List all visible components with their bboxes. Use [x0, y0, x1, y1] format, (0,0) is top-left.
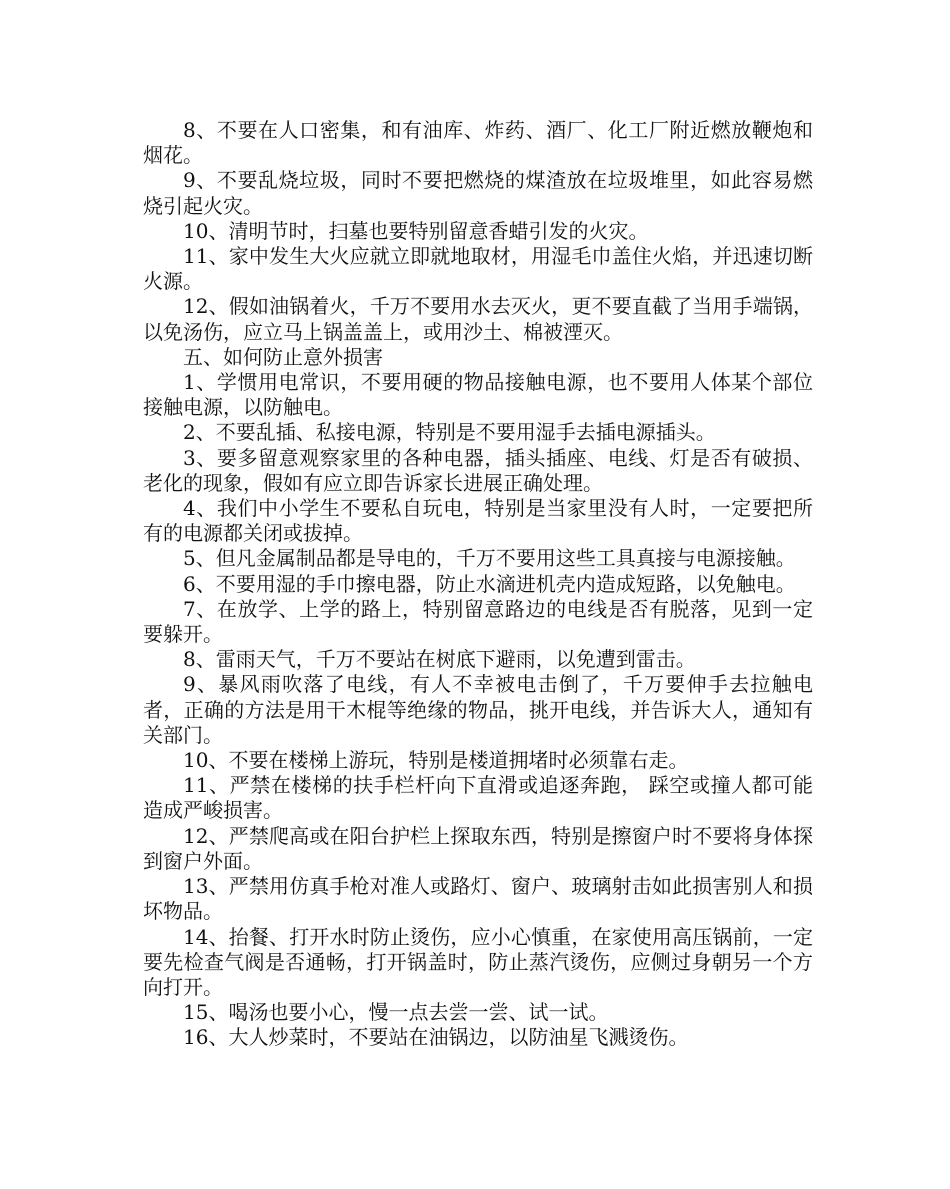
paragraph-qingming-rule: 10、清明节时，扫墓也要特别留意香蜡引发的火灾。	[183, 218, 649, 243]
paragraph-check-appliances: 3、要多留意观察家里的各种电器，插头插座、电线、灯是否有破损、老化的现象，假如有应立即告诉家长进展正确处理。	[143, 445, 813, 495]
paragraph-garbage-burning-rule: 9、不要乱烧垃圾，同时不要把燃烧的煤渣放在垃圾堆里，如此容易燃烧引起火灾。	[143, 168, 813, 218]
paragraph-house-fire-rule: 11、家中发生大火应就立即就地取材，用湿毛巾盖住火焰，并迅速切断火源。	[143, 244, 813, 294]
paragraph-handrail-rule: 11、严禁在楼梯的扶手栏杆向下直滑或追逐奔跑， 踩空或撞人都可能造成严峻损害。	[143, 773, 813, 823]
paragraph-toy-gun-rule: 13、严禁用仿真手枪对准人或路灯、窗户、玻璃射击如此损害别人和损坏物品。	[143, 874, 813, 924]
paragraph-fallen-wires: 7、在放学、上学的路上，特别留意路边的电线是否有脱落，见到一定要躲开。	[143, 596, 813, 647]
paragraph-stairs-rule: 10、不要在楼梯上游玩，特别是楼道拥堵时必须靠右走。	[183, 748, 689, 773]
paragraph-cooking-safety: 16、大人炒菜时，不要站在油锅边，以防油星飞溅烫伤。	[183, 1025, 689, 1050]
paragraph-electricity-knowledge: 1、学惯用电常识，不要用硬的物品接触电源，也不要用人体某个部位接触电源，以防触电。	[143, 370, 813, 420]
paragraph-hot-soup: 15、喝汤也要小心，慢一点去尝一尝、试一试。	[183, 1000, 609, 1025]
paragraph-thunderstorm: 8、雷雨天气，千万不要站在树底下避雨，以免遭到雷击。	[183, 647, 696, 672]
paragraph-fireworks-rule: 8、不要在人口密集，和有油库、炸药、酒厂、化工厂附近燃放鞭炮和烟花。	[143, 118, 813, 168]
paragraph-metal-conducts: 5、但凡金属制品都是导电的，千万不要用这些工具真接与电源接触。	[183, 546, 796, 571]
paragraph-electric-shock-rescue: 9、暴风雨吹落了电线，有人不幸被电击倒了，千万要伸手去拉触电者，正确的方法是用干木棍等绝缘的物品，挑开电线，并告诉大人，通知有关部门。	[143, 672, 813, 747]
paragraph-scald-prevention: 14、抬餐、打开水时防止烫伤，应小心慎重，在家使用高压锅前，一定要先检查气阀是否通畅，打开锅盖时，防止蒸汽烫伤，应侧过身朝另一个方向打开。	[143, 924, 813, 999]
paragraph-balcony-rule: 12、严禁爬高或在阳台护栏上探取东西，特别是擦窗户时不要将身体探到窗户外面。	[143, 823, 813, 873]
section-heading-accident-prevention: 五、如何防止意外损害	[183, 344, 383, 369]
paragraph-no-wet-cloth: 6、不要用湿的手巾擦电器，防止水滴进机壳内造成短路，以免触电。	[183, 571, 796, 596]
paragraph-oil-pan-fire-rule: 12、假如油锅着火，千万不要用水去灭火，更不要直截了当用手端锅，以免汤伤，应立马上锅盖盖上，或用沙土、棉被湮灭。	[143, 294, 813, 344]
paragraph-no-wet-hands: 2、不要乱插、私接电源，特别是不要用湿手去插电源插头。	[183, 420, 716, 445]
document-body	[143, 118, 813, 1051]
paragraph-no-playing-with-power: 4、我们中小学生不要私自玩电，特别是当家里没有人时，一定要把所有的电源都关闭或拔掉。	[143, 496, 813, 546]
